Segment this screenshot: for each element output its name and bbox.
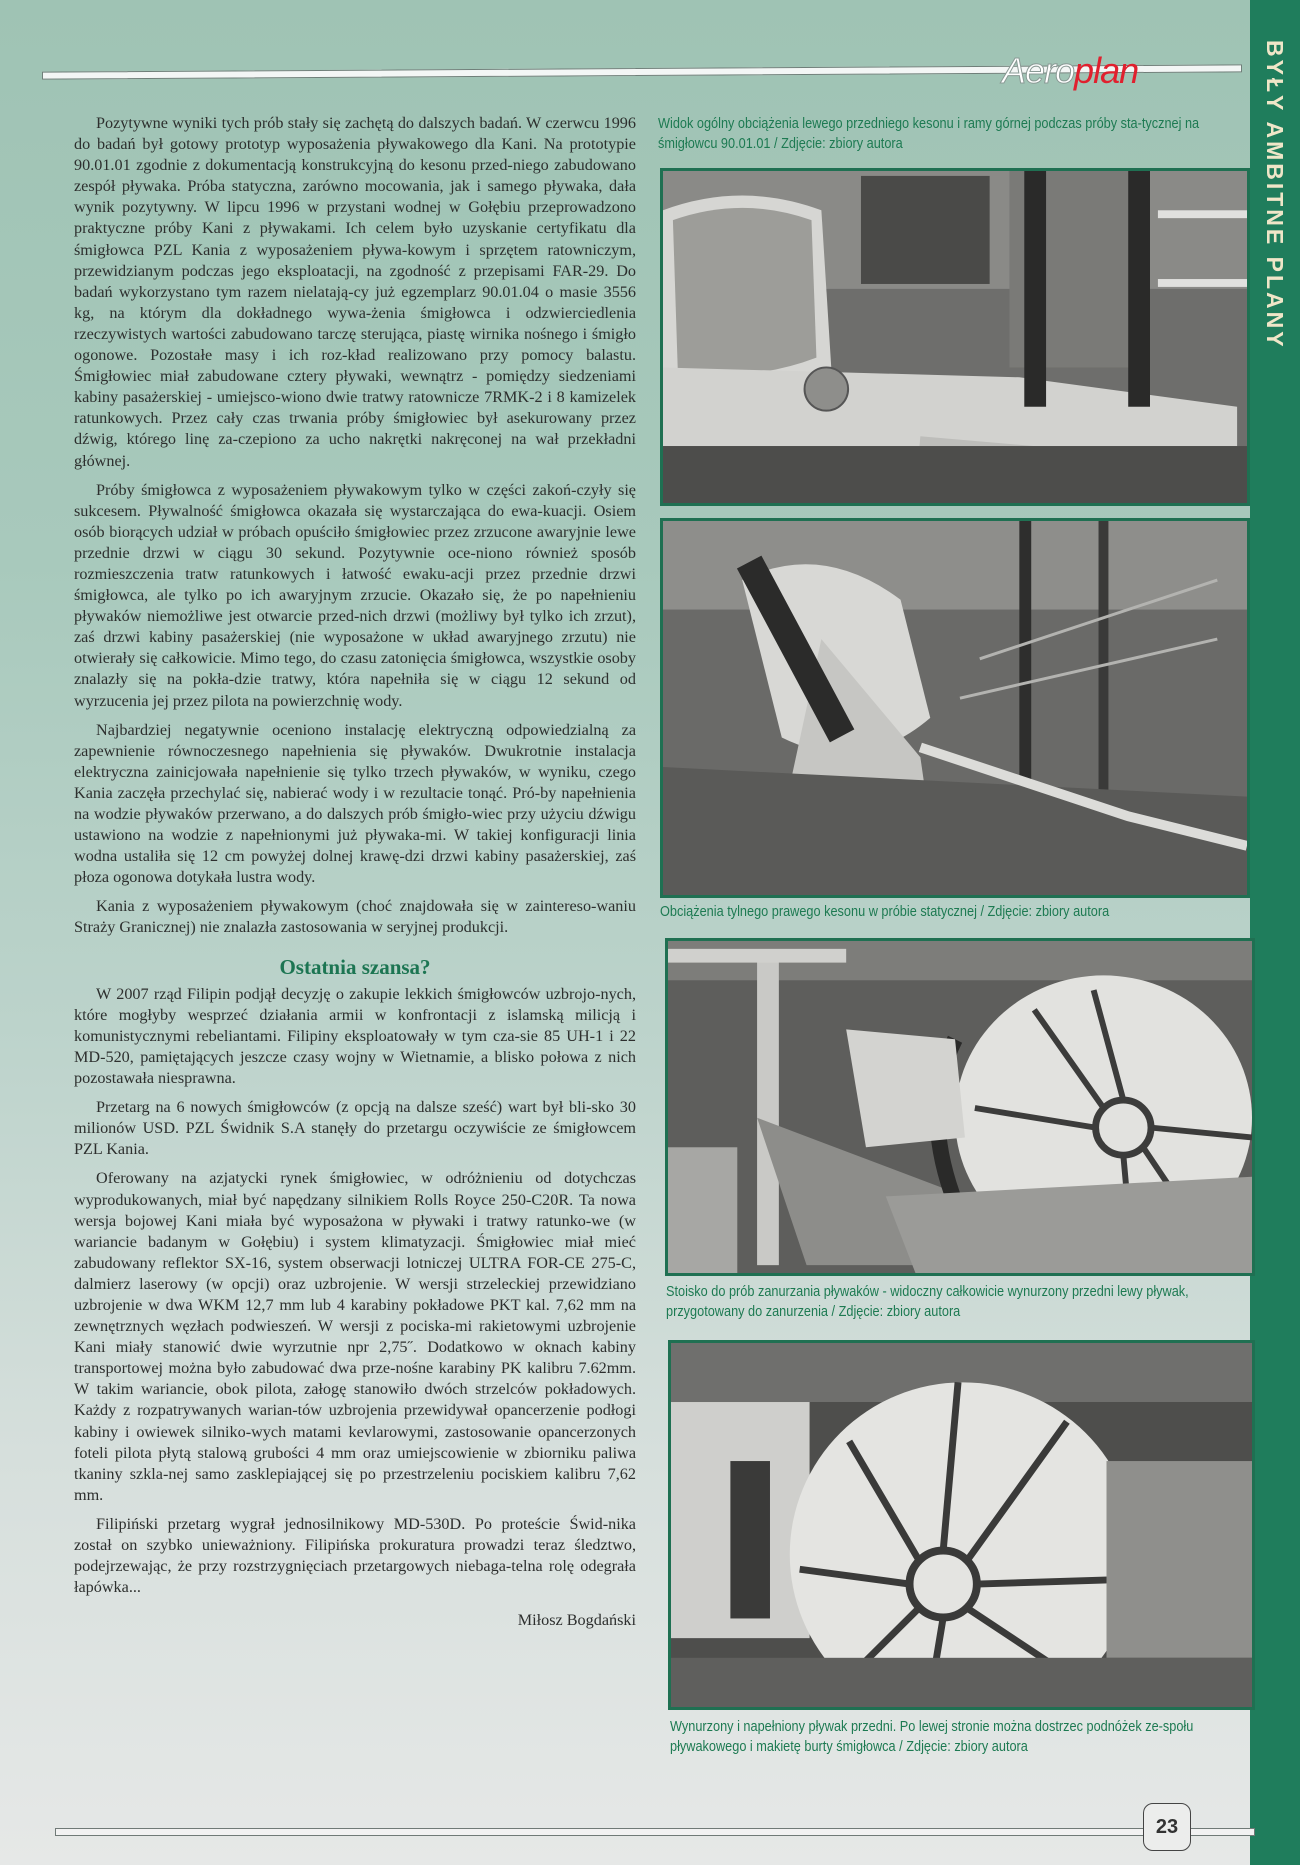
article-paragraph: W 2007 rząd Filipin podjął decyzję o zakupie lekkich śmigłowców uzbrojo-nych, które mogłyby wesprzeć działania armii w konfrontacji z islamską milicją i komunistycznymi rebeliantami. Filipiny eksploatowały w tym cza-sie 85 UH-1 i 22 MD-520, pamiętających jeszcze czasy wojny w Wietnamie, a blisko połowa z nich pozostawała niesprawna. [74,984,636,1088]
article-paragraph: Pozytywne wyniki tych prób stały się zachętą do dalszych badań. W czerwcu 1996 do badań był gotowy prototyp wyposażenia pływakowego dla Kani. Na prototypie 90.01.01 zgodnie z dokumentacją konstrukcyjną do kesonu przed-niego zabudowano zespół pływaka. Próba statyczna, zarówno mocowania, jak i samego pływaka, dała wynik pozytywny. W lipcu 1996 w przystani wodnej w Gołębiu przeprowadzono praktyczne próby Kani z pływakami. Ich celem było uzyskanie certyfikatu dla śmigłowca PZL Kania z wyposażeniem pływa-kowym i sprzętem ratowniczym, przewidzianym podczas jego eksploatacji, na zgodność z przepisami FAR-29. Do badań wykorzystano tym razem nielatają-cy już egzemplarz 90.01.04 o masie 3556 kg, na którym dla dokładnego wywa-żenia śmigłowca i odzwierciedlenia rzeczywistych wartości zabudowano tarczę sterująca, piastę wirnika nośnego i śmigło ogonowe. Pozostałe masy i ich roz-kład realizowano przy pomocy balastu. Śmigłowiec miał zabudowane cztery pływaki, wewnątrz - pomiędzy siedzeniami kabiny pasażerskiej - umiejsco-wiono dwie tratwy ratownicze 7RMK-2 i 8 kamizelek ratunkowych. Przez cały czas trwania próby śmigłowiec był asekurowany przez dźwig, którego linę za-czepiono za ucho nakrętki nakręconej na wał przekładni głównej. [74,114,636,470]
photo-float-immersion-stand [665,938,1255,1276]
article-column [74,113,636,1639]
article-paragraph: Próby śmigłowca z wyposażeniem pływakowym tylko w części zakoń-czyły się sukcesem. Pływalność śmigłowca okazała się wystarczająca do ewa-kuacji. Osiem osób biorących udział w próbach opuściło śmigłowiec przez zrzucone awaryjnie lewe przednie drzwi w ciągu 30 sekund. Pozytywnie oce-niono również sposób rozmieszczenia tratw ratunkowych i łatwość ewaku-acji przez przednie drzwi śmigłowca, ale tylko po ich awaryjnym zrzucie. Okazało się, że po napełnieniu pływaków niemożliwe jest otwarcie przed-nich drzwi (możliwy był tylko ich zrzut), zaś drzwi kabiny pasażerskiej (nie wyposażone w układ awaryjnego zrzutu) nie otwierały się całkowicie. Mimo tego, do czasu zatonięcia śmigłowca, wszystkie osoby znalazły się na pokła-dzie tratwy, która napełniła się w ciągu 12 sekund od wyrzucenia jej przez pilota na powierzchnię wody. [74,480,636,710]
article-paragraph: Oferowany na azjatycki rynek śmigłowiec, w odróżnieniu od dotychczas wyprodukowanych, miał być napędzany silnikiem Rolls Royce 250-C20R. Ta nowa wersja bojowej Kani miała być wyposażona w pływaki i tratwy ratunko-we (w wariancie badanym w Gołębiu) i system klimatyzacji. Śmigłowiec miał mieć zabudowany reflektor SX-16, system obserwacji lotniczej ULTRA FOR-CE 275-C, dalmierz laserowy (w opcji) oraz uzbrojenie. W wersji strzeleckiej przewidziano uzbrojenie w dwa WKM 12,7 mm lub 4 karabiny pokładowe PKT kal. 7,62 mm na zewnętrznych węzłach podwieszeń. W wersji z pociska-mi rakietowymi uzbrojenie Kani miały stanowić dwie wyrzutnie npr 2,75˝. Dodatkowo w oknach kabiny transportowej można było zabudować dwa prze-nośne karabiny PK kalibru 7.62mm. W takim wariancie, obok pilota, załogę stanowiło dwóch strzelców pokładowych. Każdy z rozpatrywanych warian-tów uzbrojenia przewidywał opancerzenie podłogi kabiny i owiewek silniko-wych matami kevlarowymi, zastosowanie opancerzonych foteli pilota płytą stalową grubości 4 mm oraz umiejscowienie w zbiorniku paliwa tkaniny szkla-nej samo zasklepiającej się po przestrzeleniu pociskiem kalibru 7,62 mm. [74,1169,636,1504]
photo-rear-caisson-load [660,518,1250,898]
photo-inflated-front-float [668,1340,1255,1710]
page-number: 23 [1143,1803,1191,1851]
photo-caption-3: Stoisko do prób zanurzania pływaków - widoczny całkowicie wynurzony przedni lewy pływak, przygotowany do zanurzenia / Zdjęcie: zbiory autora [666,1284,1189,1320]
logo-plan: plan [1074,50,1139,91]
article-paragraph: Najbardziej negatywnie oceniono instalację elektryczną odpowiedzialną za zapewnienie równoczesnego napełnienia się pływaków. Dwukrotnie instalacja elektryczna zainicjowała napełnienie się tylko trzech pływaków, w wyniku, czego Kania zaczęła przechylać się, nabierać wody i w rezultacie tonąć. Pró-by napełnienia na wodzie pływaków przerwano, a do dalszych prób śmigło-wiec przy użyciu dźwigu ustawiono na wodzie z napełnionymi już pływaka-mi. W takiej konfiguracji linia wodna ustaliła się 12 cm powyżej dolnej krawę-dzi drzwi kabiny pasażerskiej, zaś płoza ogonowa dotykała lustra wody. [74,720,636,887]
article-paragraph: Filipiński przetarg wygrał jednosilnikowy MD-530D. Po proteście Świd-nika został on szybko unieważniony. Filipińska prokuratura prowadzi teraz śledztwo, podejrzewając, że przy rozstrzygnięciach przetargowych niebaga-telna rolę odegrała łapówka... [74,1514,636,1597]
section-heading: Ostatnia szansa? [279,954,431,979]
article-paragraph: Przetarg na 6 nowych śmigłowców (z opcją na dalsze sześć) wart był bli-sko 30 milionów USD. PZL Świdnik S.A stanęły do przetargu oczywiście ze śmigłowcem PZL Kania. [74,1098,636,1159]
photo-helicopter-static-test [660,168,1250,506]
aeroplan-logo [1002,50,1172,92]
footer-rule [55,1828,1255,1836]
photo-caption-4: Wynurzony i napełniony pływak przedni. Po lewej stronie można dostrzec podnóżek ze-społu pływakowego i makietę burty śmigłowca / Zdjęcie: zbiory autora [670,1719,1194,1755]
logo-aero: Aero [1002,50,1075,91]
photo-caption-1: Widok ogólny obciążenia lewego przedniego kesonu i ramy górnej podczas próby sta-tycznej na śmigłowcu 90.01.01 / Zdjęcie: zbiory autora [658,116,1200,152]
author-byline: Miłosz Bogdański [517,1611,636,1630]
photo-caption-2: Obciążenia tylnego prawego kesonu w próbie statycznej / Zdjęcie: zbiory autora [660,904,1110,920]
section-title: BYŁY AMBITNE PLANY [1262,40,1288,350]
article-paragraph: Kania z wyposażeniem pływakowym (choć znajdowała się w zaintereso-waniu Straży Granicznej) nie znalazła zastosowania w seryjnej produkcji. [74,897,636,937]
